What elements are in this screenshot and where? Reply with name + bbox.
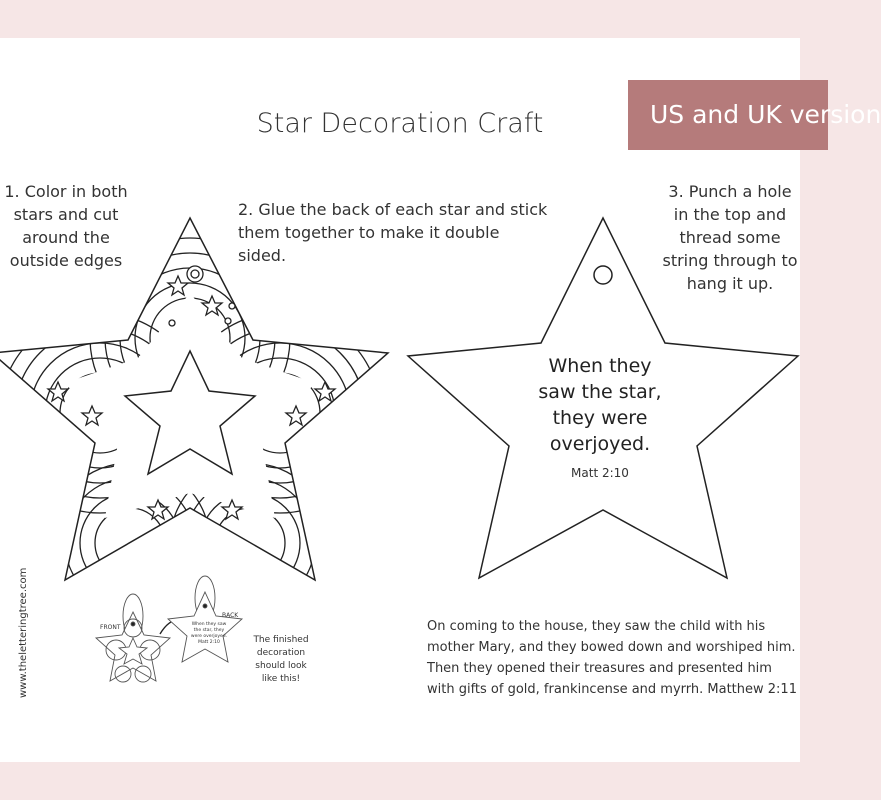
star-verse-text: When they saw the star, they were overjoyed. [538,355,662,455]
preview-verse-body: When they saw the star, they were overjoyed. [190,622,228,639]
worksheet-page [0,38,881,762]
step-three-text: 3. Punch a hole in the top and thread some string through to hang it up. [662,182,798,293]
scripture-passage: On coming to the house, they saw the child with his mother Mary, and they bowed down and worshiped him. Then they opened their treasures and presented him with gifts of gold, frankincense and myrrh. Matthew 2:11 [427,619,797,697]
decorated-star [0,218,388,623]
preview-front-star [96,594,170,682]
preview-verse-text [188,622,230,646]
website-url: www.theletteringtree.com [18,567,29,698]
version-badge: US and UK version [628,80,828,150]
preview-back-label: BACK [222,612,239,619]
page-title: Star Decoration Craft [256,108,544,139]
preview-verse-ref: Matt 2:10 [198,640,220,645]
finished-note: The finished decoration should look like this! [253,635,309,684]
preview-front-label: FRONT [100,624,121,631]
step-two-text: 2. Glue the back of each star and stick them together to make it double sided. [238,200,548,265]
preview-back-star [168,576,242,662]
star-verse-reference: Matt 2:10 [571,466,629,480]
step-one-text: 1. Color in both stars and cut around the outside edges [4,182,128,270]
hanging-hole [594,266,612,284]
